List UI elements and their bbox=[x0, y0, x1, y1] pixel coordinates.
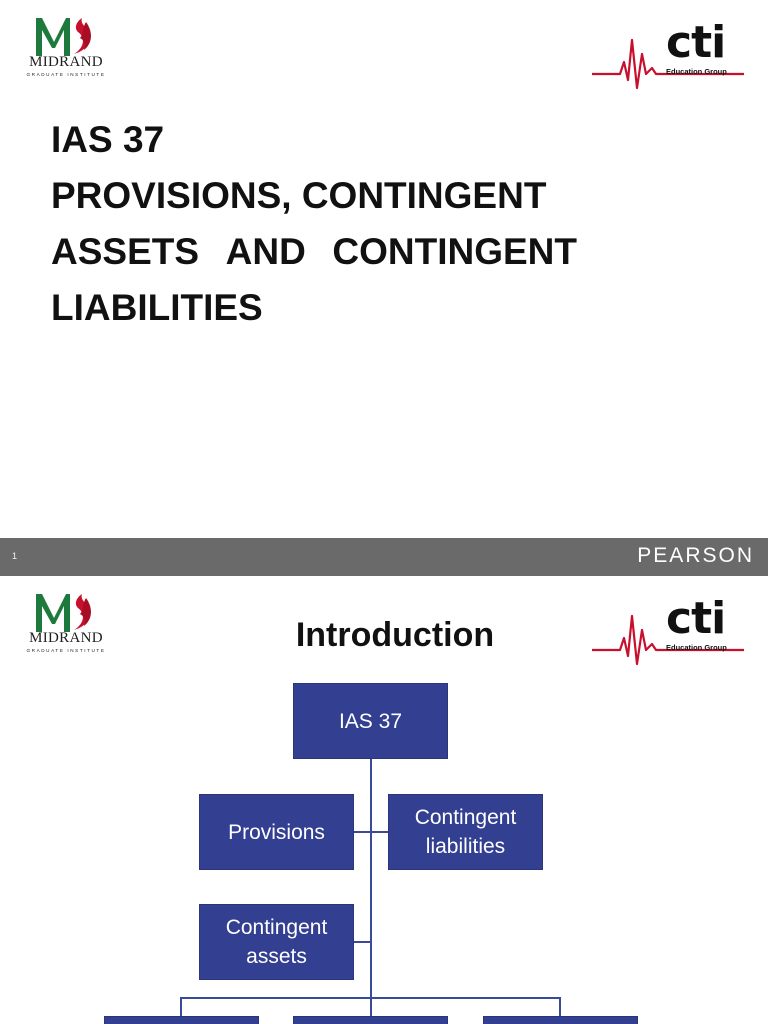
cti-tagline: Education Group bbox=[666, 643, 727, 652]
midrand-tagline: GRADUATE INSTITUTE bbox=[26, 72, 106, 77]
midrand-logo bbox=[16, 8, 116, 88]
title-line-3 bbox=[51, 224, 577, 280]
introduction-slide bbox=[0, 576, 768, 1024]
org-chart-bottom-bar bbox=[180, 997, 561, 999]
title-word-and: AND bbox=[225, 231, 306, 272]
midrand-emblem-icon bbox=[30, 8, 102, 58]
title-line-2: PROVISIONS, CONTINGENT bbox=[51, 175, 547, 216]
org-chart-branch-upper bbox=[354, 831, 388, 833]
org-chart-trunk bbox=[370, 758, 372, 1024]
org-chart-branch-lower bbox=[354, 941, 371, 943]
org-chart-root-node bbox=[293, 683, 448, 759]
slide-title: Introduction bbox=[295, 616, 495, 654]
midrand-wordmark: MIDRAND bbox=[29, 630, 103, 646]
cti-logo bbox=[592, 18, 752, 94]
title-line-4: LIABILITIES bbox=[51, 287, 263, 328]
cti-wordmark: cti bbox=[666, 17, 726, 68]
slide-footer-bar bbox=[0, 538, 768, 576]
contingent-assets-label-line-2: assets bbox=[246, 945, 307, 968]
contingent-liabilities-label-line-2: liabilities bbox=[425, 835, 506, 858]
title-word-assets: ASSETS bbox=[51, 231, 200, 272]
cti-wordmark: cti bbox=[666, 593, 726, 644]
midrand-wordmark: MIDRAND bbox=[29, 54, 103, 70]
org-chart-node-contingent-liabilities bbox=[388, 794, 543, 870]
provisions-label: Provisions bbox=[228, 820, 325, 844]
contingent-assets-label-line-1: Contingent bbox=[225, 916, 328, 939]
org-chart-node-contingent-assets bbox=[199, 904, 354, 980]
cti-tagline: Education Group bbox=[666, 67, 727, 76]
org-chart-node-provisions bbox=[199, 794, 354, 870]
midrand-tagline: GRADUATE INSTITUTE bbox=[26, 648, 106, 653]
org-chart-node-bottom-right bbox=[483, 1016, 638, 1024]
title-word-contingent: CONTINGENT bbox=[332, 231, 577, 272]
pearson-logo: PEARSON bbox=[637, 544, 754, 567]
title-line-1: IAS 37 bbox=[51, 119, 165, 160]
org-chart-node-bottom-left bbox=[104, 1016, 259, 1024]
org-chart-node-bottom-center bbox=[293, 1016, 448, 1024]
root-node-label: IAS 37 bbox=[338, 709, 403, 733]
page-number: 1 bbox=[12, 551, 18, 561]
slide-title bbox=[51, 112, 591, 336]
contingent-liabilities-label-line-1: Contingent bbox=[414, 806, 517, 829]
